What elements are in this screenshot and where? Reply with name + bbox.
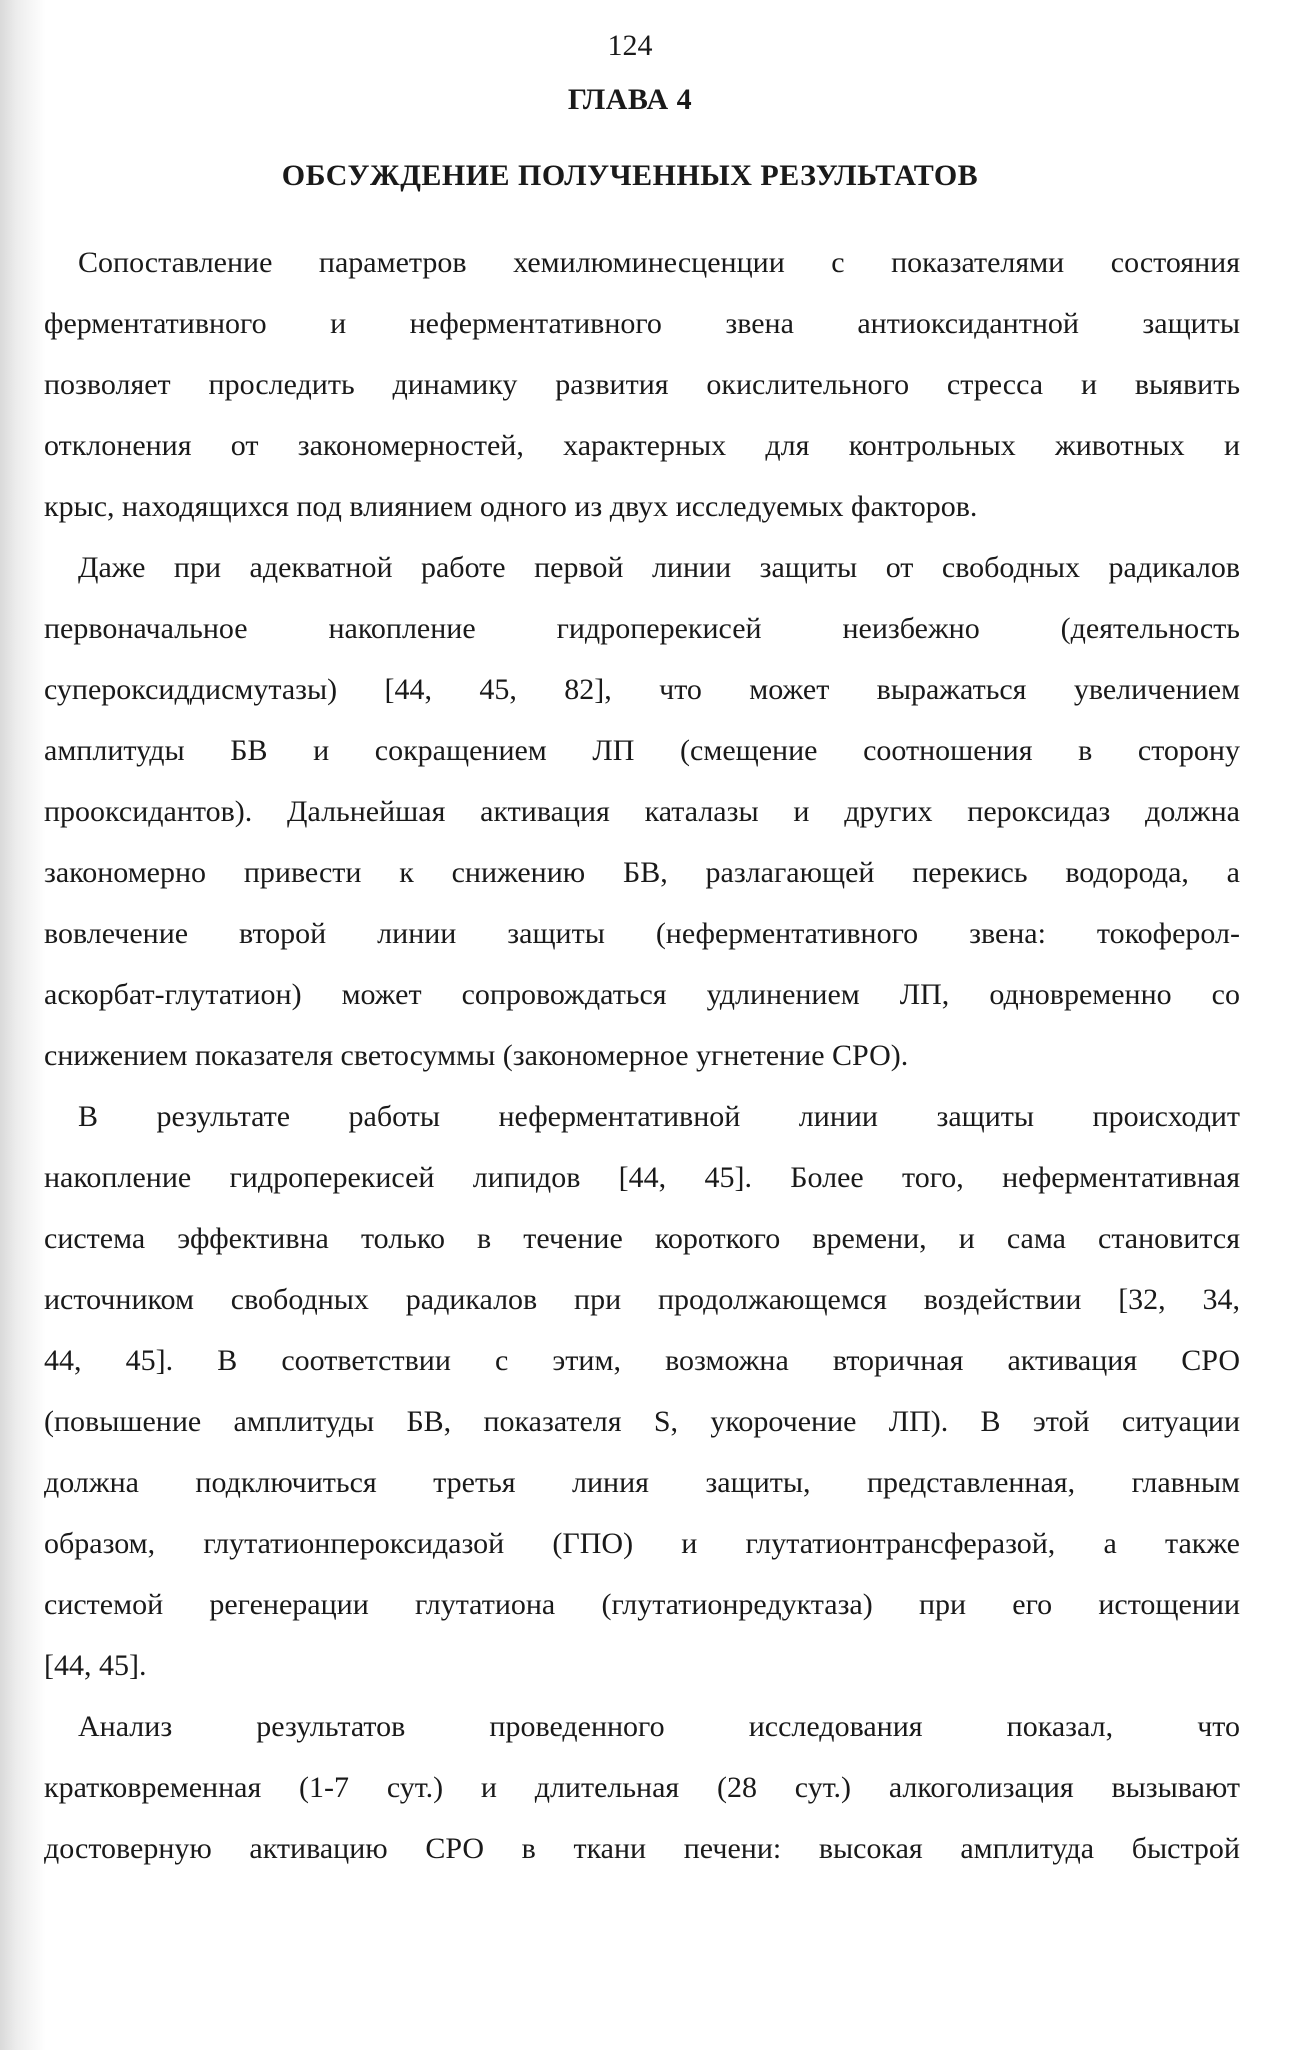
text-line: Анализ результатов проведенного исследования показал, что xyxy=(78,1710,1240,1743)
scan-shadow xyxy=(0,0,46,2050)
text-line: [44, 45]. xyxy=(44,1649,147,1682)
paragraph xyxy=(44,1086,1240,1696)
text-line: амплитуды БВ и сокращением ЛП (смещение соотношения в сторону xyxy=(44,734,1240,767)
text-line: первоначальное накопление гидроперекисей неизбежно (деятельность xyxy=(44,612,1240,645)
text-line: накопление гидроперекисей липидов [44, 45]. Более того, неферментативная xyxy=(44,1161,1240,1194)
text-line: Сопоставление параметров хемилюминесценции с показателями состояния xyxy=(78,246,1240,279)
paragraph xyxy=(44,1696,1240,1879)
text-line: крыс, находящихся под влиянием одного из двух исследуемых факторов. xyxy=(44,490,978,523)
text-line: снижением показателя светосуммы (закономерное угнетение СРО). xyxy=(44,1039,909,1072)
text-line: система эффективна только в течение короткого времени, и сама становится xyxy=(44,1222,1240,1255)
text-line: достоверную активацию СРО в ткани печени: высокая амплитуда быстрой xyxy=(44,1832,1240,1865)
text-line: супероксиддисмутазы) [44, 45, 82], что может выражаться увеличением xyxy=(44,673,1240,706)
text-line: Даже при адекватной работе первой линии защиты от свободных радикалов xyxy=(78,551,1240,584)
text-line: источником свободных радикалов при продолжающемся воздействии [32, 34, xyxy=(44,1283,1240,1316)
text-line: закономерно привести к снижению БВ, разлагающей перекись водорода, а xyxy=(44,856,1240,889)
text-line: должна подключиться третья линия защиты, представленная, главным xyxy=(44,1466,1240,1499)
text-line: прооксидантов). Дальнейшая активация каталазы и других пероксидаз должна xyxy=(44,795,1240,828)
text-line: вовлечение второй линии защиты (неферментативного звена: токоферол- xyxy=(44,917,1240,950)
text-line: ферментативного и неферментативного звена антиоксидантной защиты xyxy=(44,307,1240,340)
body-text xyxy=(44,232,1240,1879)
text-line: аскорбат-глутатион) может сопровождаться удлинением ЛП, одновременно со xyxy=(44,978,1240,1011)
chapter-title: ОБСУЖДЕНИЕ ПОЛУЧЕННЫХ РЕЗУЛЬТАТОВ xyxy=(281,159,979,192)
text-line: отклонения от закономерностей, характерных для контрольных животных и xyxy=(44,429,1240,462)
text-line: кратковременная (1-7 сут.) и длительная (28 сут.) алкоголизация вызывают xyxy=(44,1771,1240,1804)
text-line: системой регенерации глутатиона (глутатионредуктаза) при его истощении xyxy=(44,1588,1240,1621)
text-line: образом, глутатионпероксидазой (ГПО) и глутатионтрансферазой, а также xyxy=(44,1527,1240,1560)
page-number: 124 xyxy=(607,29,653,62)
paragraph xyxy=(44,232,1240,537)
text-line: В результате работы неферментативной линии защиты происходит xyxy=(78,1100,1240,1133)
text-line: позволяет проследить динамику развития окислительного стресса и выявить xyxy=(44,368,1240,401)
paragraph xyxy=(44,537,1240,1086)
text-line: 44, 45]. В соответствии с этим, возможна вторичная активация СРО xyxy=(44,1344,1240,1377)
chapter-heading: ГЛАВА 4 xyxy=(567,83,693,116)
text-line: (повышение амплитуды БВ, показателя S, укорочение ЛП). В этой ситуации xyxy=(44,1405,1240,1438)
